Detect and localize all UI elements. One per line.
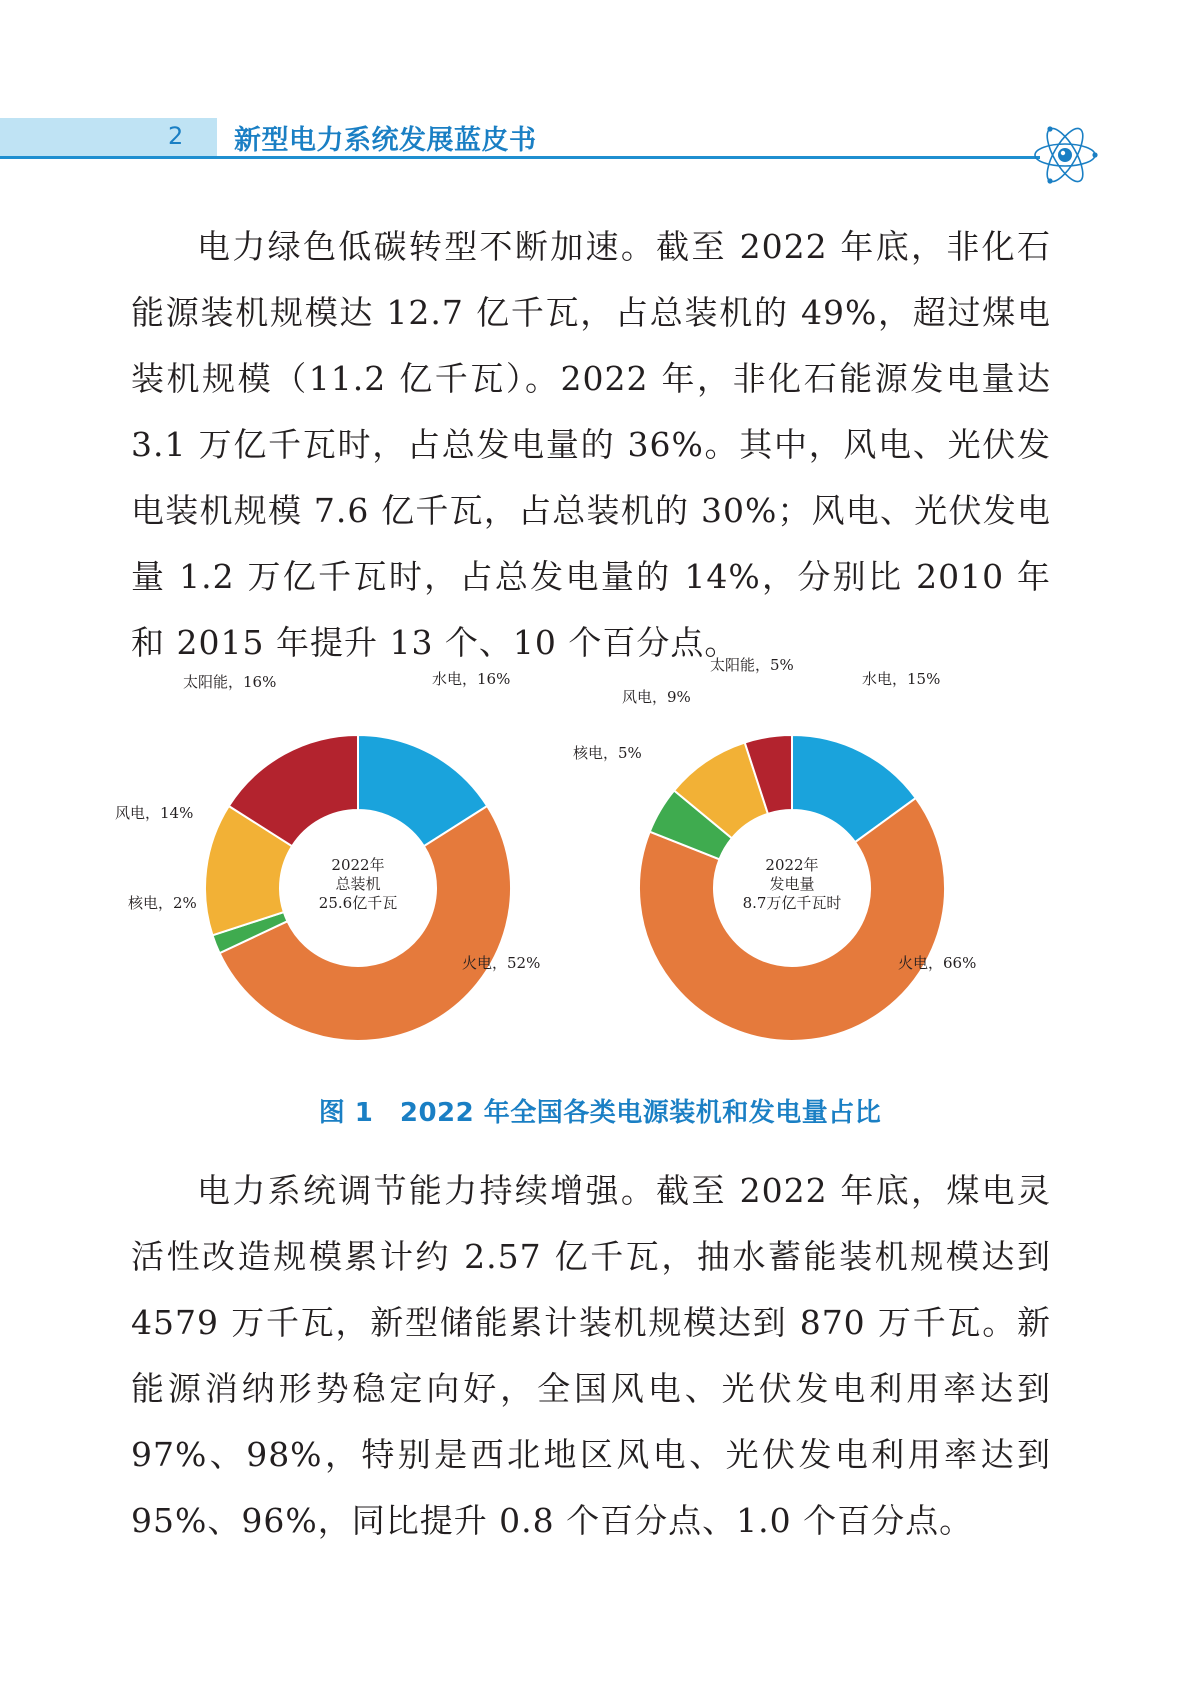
- figure-caption: 图 1 2022 年全国各类电源装机和发电量占比: [318, 1098, 882, 1128]
- slice-label-太阳能: 太阳能，16%: [183, 673, 277, 691]
- chart-generation: [573, 656, 976, 1041]
- page-number: 2: [168, 122, 184, 150]
- slice-label-核电: 核电，5%: [573, 744, 642, 762]
- center-label-line: 2022年: [765, 856, 819, 874]
- center-label-line: 2022年: [331, 856, 385, 874]
- atom-icon: [1030, 120, 1100, 190]
- paragraph-1: 电力绿色低碳转型不断加速。截至 2022 年底，非化石能源装机规模达 12.7 亿千瓦，占总装机的 49%，超过煤电装机规模（11.2 亿千瓦）。2022 年，非化石能源发电量达 3.1 万亿千瓦时，占总发电量的 36%。其中，风电、光伏发电装机规模 7.6 亿千瓦，占总装机的 30%；风电、光伏发电量 1.2 万亿千瓦时，占总发电量的 14%，分别比 2010 年和 2015 年提升 13 个、10 个百分点。: [131, 227, 1051, 662]
- slice-label-火电: 火电，52%: [462, 954, 541, 972]
- slice-label-水电: 水电，15%: [862, 670, 941, 688]
- donut-charts: [110, 656, 1090, 1100]
- center-label-line: 25.6亿千瓦: [318, 894, 398, 912]
- slice-label-风电: 风电，9%: [622, 688, 691, 706]
- center-label-line: 总装机: [335, 875, 381, 893]
- slice-label-水电: 水电，16%: [432, 670, 511, 688]
- slice-label-核电: 核电，2%: [128, 894, 197, 912]
- slice-label-风电: 风电，14%: [115, 804, 194, 822]
- center-label-line: 发电量: [769, 875, 815, 893]
- center-label-line: 8.7万亿千瓦时: [742, 894, 842, 912]
- paragraph-2: 电力系统调节能力持续增强。截至 2022 年底，煤电灵活性改造规模累计约 2.57 亿千瓦，抽水蓄能装机规模达到 4579 万千瓦，新型储能累计装机规模达到 870 万千瓦。新能源消纳形势稳定向好，全国风电、光伏发电利用率达到 97%、98%，特别是西北地区风电、光伏发电利用率达到 95%、96%，同比提升 0.8 个百分点、1.0 个百分点。: [131, 1171, 1051, 1540]
- slice-label-火电: 火电，66%: [898, 954, 977, 972]
- slice-label-太阳能: 太阳能，5%: [710, 656, 794, 674]
- book-title: 新型电力系统发展蓝皮书: [234, 125, 537, 156]
- chart-capacity: [115, 670, 540, 1041]
